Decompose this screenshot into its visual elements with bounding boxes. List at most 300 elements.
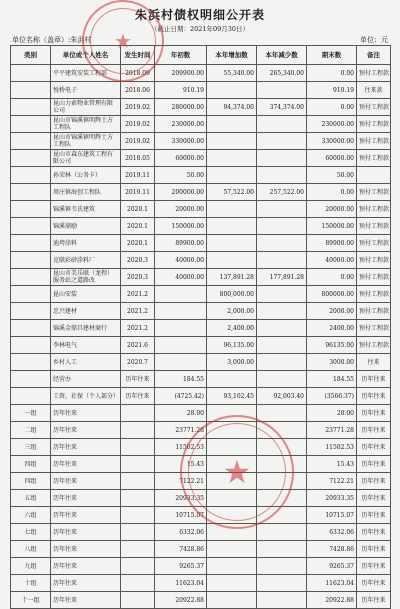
cell-date <box>121 456 155 473</box>
cell-name: 工资、社保（个人部分） <box>51 388 121 405</box>
cell-decrease <box>257 507 307 524</box>
cell-note: 预付工程款 <box>357 133 391 150</box>
table-row <box>11 558 391 575</box>
cell-end: 11502.53 <box>307 439 357 456</box>
cell-category: 十组 <box>11 575 51 592</box>
cell-increase <box>207 252 257 269</box>
cell-name: 历年往来 <box>51 524 121 541</box>
cell-name: 历年往来 <box>51 507 121 524</box>
cell-end: 184.55 <box>307 371 357 388</box>
cell-note: 预付工程款 <box>357 286 391 303</box>
cell-name: 乡村人工 <box>51 354 121 371</box>
cell-note: 预付工程款 <box>357 320 391 337</box>
cell-category <box>11 65 51 82</box>
cell-name: 昆山安装 <box>51 286 121 303</box>
cell-note: 历年往来 <box>357 422 391 439</box>
cell-begin: 89900.00 <box>155 235 207 252</box>
cell-note: 历年往来 <box>357 405 391 422</box>
cell-name: 迪垮涂料 <box>51 235 121 252</box>
cell-end: 89900.00 <box>307 235 357 252</box>
cell-category <box>11 167 51 184</box>
cell-decrease <box>257 405 307 422</box>
table-row <box>11 218 391 235</box>
cell-name: 历年往来 <box>51 575 121 592</box>
cell-note <box>357 167 391 184</box>
cell-note: 预付工程款 <box>357 269 391 286</box>
table-row <box>11 65 391 82</box>
cell-category <box>11 235 51 252</box>
cell-end: 40000.00 <box>307 252 357 269</box>
cell-begin: 150000.00 <box>155 218 207 235</box>
cell-date <box>121 592 155 609</box>
cell-end: 3000.00 <box>307 354 357 371</box>
table-row <box>11 235 391 252</box>
cell-begin: 7428.86 <box>155 541 207 558</box>
cell-begin: 40000.00 <box>155 269 207 286</box>
cell-date: 2019.02 <box>121 116 155 133</box>
cell-name: 悦桥电子 <box>51 82 121 99</box>
cell-end: 20933.35 <box>307 490 357 507</box>
cell-increase <box>207 439 257 456</box>
cell-decrease <box>257 133 307 150</box>
cell-decrease: 177,891.28 <box>257 269 307 286</box>
cell-increase: 2,000.00 <box>207 303 257 320</box>
cell-increase <box>207 201 257 218</box>
cell-increase <box>207 371 257 388</box>
cell-increase: 94,374.00 <box>207 99 257 116</box>
cell-end: 2400.00 <box>307 320 357 337</box>
cell-decrease <box>257 575 307 592</box>
cell-increase <box>207 116 257 133</box>
cell-category <box>11 82 51 99</box>
cell-end: 96135.00 <box>307 337 357 354</box>
cell-name: 平平建筑安装工程部 <box>51 65 121 82</box>
currency-unit: 单位：元 <box>360 36 388 44</box>
table-row <box>11 439 391 456</box>
cell-note: 预付工程款 <box>357 235 391 252</box>
cell-end: 800000.00 <box>307 286 357 303</box>
cell-name: 昆山市森东建筑工程有限公司 <box>51 150 121 167</box>
cell-end: 23771.28 <box>307 422 357 439</box>
cell-name: 历年往来 <box>51 439 121 456</box>
cell-increase: 137,891.28 <box>207 269 257 286</box>
cell-decrease: 257,522.00 <box>257 184 307 201</box>
cell-increase <box>207 507 257 524</box>
cell-date: 2020.1 <box>121 235 155 252</box>
cell-begin: 11502.53 <box>155 439 207 456</box>
cell-begin: 10715.07 <box>155 507 207 524</box>
cell-category <box>11 99 51 116</box>
cell-increase <box>207 575 257 592</box>
cell-increase <box>207 133 257 150</box>
cell-begin: 184.55 <box>155 371 207 388</box>
cell-category <box>11 354 51 371</box>
cell-note: 历年往来 <box>357 592 391 609</box>
cell-increase: 96,135.00 <box>207 337 257 354</box>
cell-date: 2021.2 <box>121 286 155 303</box>
table-row <box>11 507 391 524</box>
cell-note: 预付工程款 <box>357 337 391 354</box>
cell-name: 锦溪鼎励 <box>51 218 121 235</box>
cell-decrease <box>257 201 307 218</box>
cell-category <box>11 337 51 354</box>
col-header-note: 备注 <box>357 46 391 65</box>
cell-end: 6332.06 <box>307 524 357 541</box>
cell-name: 历年往来 <box>51 405 121 422</box>
cell-category <box>11 286 51 303</box>
cell-note: 历年往来 <box>357 558 391 575</box>
table-row <box>11 456 391 473</box>
cell-end: 60000.00 <box>307 150 357 167</box>
cell-begin: 6332.06 <box>155 524 207 541</box>
document-subtitle: （截止日期：2021年09月30日） <box>150 25 250 33</box>
cell-begin: 910.19 <box>155 82 207 99</box>
cell-end: 230000.00 <box>307 116 357 133</box>
table-row <box>11 541 391 558</box>
cell-end: 0.00 <box>307 65 357 82</box>
cell-begin: 209900.00 <box>155 65 207 82</box>
table-row <box>11 99 391 116</box>
cell-date <box>121 507 155 524</box>
cell-date: 2020.3 <box>121 269 155 286</box>
cell-name: 锦溪镇韦氏建筑 <box>51 201 121 218</box>
cell-increase <box>207 218 257 235</box>
cell-name: 孙荣林（公务卡） <box>51 167 121 184</box>
table-row <box>11 473 391 490</box>
cell-note: 预付工程款 <box>357 201 391 218</box>
table-row <box>11 286 391 303</box>
cell-date: 2020.1 <box>121 218 155 235</box>
cell-decrease <box>257 371 307 388</box>
col-header-name: 单位或个人姓名 <box>51 46 121 65</box>
cell-end: 20922.88 <box>307 592 357 609</box>
cell-name: 李林电气 <box>51 337 121 354</box>
cell-category: 五组 <box>11 490 51 507</box>
cell-end: 50.00 <box>307 167 357 184</box>
cell-category: 四组 <box>11 473 51 490</box>
cell-category: 三组 <box>11 439 51 456</box>
cell-begin: 23771.28 <box>155 422 207 439</box>
cell-decrease: 92,003.40 <box>257 388 307 405</box>
cell-name: 昆山市美乐联（龙程）服务站之道路改 <box>51 269 121 286</box>
cell-note: 历年往来 <box>357 371 391 388</box>
cell-date: 历年往来 <box>121 388 155 405</box>
cell-end: 910.19 <box>307 82 357 99</box>
seal-star-icon: ★ <box>114 29 132 53</box>
cell-note: 历年往来 <box>357 575 391 592</box>
cell-name: 锦溪金鼎昌建材商行 <box>51 320 121 337</box>
cell-end: 0.00 <box>307 184 357 201</box>
cell-increase: 57,522.00 <box>207 184 257 201</box>
table-row <box>11 82 391 99</box>
cell-end: 0.00 <box>307 269 357 286</box>
cell-decrease <box>257 592 307 609</box>
cell-begin <box>155 286 207 303</box>
cell-note: 历年往来 <box>357 388 391 405</box>
cell-decrease <box>257 150 307 167</box>
table-row <box>11 303 391 320</box>
table-row <box>11 524 391 541</box>
cell-name: 经营办 <box>51 371 121 388</box>
cell-date <box>121 473 155 490</box>
cell-name: 历年往来 <box>51 490 121 507</box>
cell-increase: 3,000.00 <box>207 354 257 371</box>
cell-note: 历年往来 <box>357 473 391 490</box>
document-meta <box>12 35 388 45</box>
table-row <box>11 575 391 592</box>
cell-category <box>11 133 51 150</box>
cell-begin: 330000.00 <box>155 133 207 150</box>
cell-note: 往来款 <box>357 82 391 99</box>
cell-decrease <box>257 167 307 184</box>
cell-note: 历年往来 <box>357 490 391 507</box>
cell-note: 历年往来 <box>357 524 391 541</box>
table-row <box>11 252 391 269</box>
cell-date: 2019.02 <box>121 99 155 116</box>
cell-end: 2000.00 <box>307 303 357 320</box>
col-header-date: 发生时间 <box>121 46 155 65</box>
cell-note: 预付工程款 <box>357 99 391 116</box>
cell-increase: 2,400.00 <box>207 320 257 337</box>
cell-date: 2020.3 <box>121 252 155 269</box>
cell-category <box>11 269 51 286</box>
cell-begin: 50.00 <box>155 167 207 184</box>
cell-category <box>11 116 51 133</box>
cell-date: 2021.2 <box>121 320 155 337</box>
cell-date: 2019.11 <box>121 184 155 201</box>
cell-note: 历年往来 <box>357 439 391 456</box>
cell-begin: 7122.21 <box>155 473 207 490</box>
cell-category <box>11 303 51 320</box>
col-header-begin: 年初数 <box>155 46 207 65</box>
cell-date: 历年往来 <box>121 371 155 388</box>
cell-date <box>121 422 155 439</box>
table-row <box>11 592 391 609</box>
cell-name: 昆山市锦溪镇明辉土方工程队 <box>51 133 121 150</box>
cell-end: 15.43 <box>307 456 357 473</box>
cell-decrease <box>257 490 307 507</box>
cell-increase: 800,000.00 <box>207 286 257 303</box>
cell-name: 历年往来 <box>51 422 121 439</box>
cell-begin: 28.00 <box>155 405 207 422</box>
cell-end: 150000.00 <box>307 218 357 235</box>
cell-increase <box>207 405 257 422</box>
cell-increase <box>207 592 257 609</box>
document-title: 朱浜村债权明细公开表 <box>134 8 265 22</box>
cell-category <box>11 150 51 167</box>
cell-note: 历年往来 <box>357 541 391 558</box>
cell-category: 八组 <box>11 541 51 558</box>
cell-decrease <box>257 524 307 541</box>
cell-end: 20000.00 <box>307 201 357 218</box>
cell-end: 9265.37 <box>307 558 357 575</box>
cell-note: 预付工程款 <box>357 218 391 235</box>
cell-category <box>11 218 51 235</box>
cell-date: 2019.02 <box>121 133 155 150</box>
unit-name: 单位名称（盖章）:朱浜村 <box>12 36 92 44</box>
cell-note: 预付工程款 <box>357 303 391 320</box>
cell-begin <box>155 320 207 337</box>
cell-begin: 11623.04 <box>155 575 207 592</box>
cell-name: 昆山市锦溪镇明辉土方工程队 <box>51 116 121 133</box>
cell-date: 2021.2 <box>121 303 155 320</box>
cell-category: 一组 <box>11 405 51 422</box>
cell-increase: 93,102.45 <box>207 388 257 405</box>
cell-begin: 20922.88 <box>155 592 207 609</box>
cell-increase <box>207 541 257 558</box>
table-row <box>11 150 391 167</box>
cell-end: 7428.86 <box>307 541 357 558</box>
cell-decrease: 374,374.00 <box>257 99 307 116</box>
cell-decrease: 265,340.00 <box>257 65 307 82</box>
col-header-end: 期末数 <box>307 46 357 65</box>
cell-date: 2018.05 <box>121 150 155 167</box>
cell-begin: (4725.42) <box>155 388 207 405</box>
cell-end: 10715.07 <box>307 507 357 524</box>
col-header-decrease: 本年减少数 <box>257 46 307 65</box>
cell-decrease <box>257 354 307 371</box>
table-row <box>11 371 391 388</box>
cell-name: 历年往来 <box>51 558 121 575</box>
cell-end: 7122.21 <box>307 473 357 490</box>
cell-category: 四组 <box>11 456 51 473</box>
col-header-increase: 本年增加数 <box>207 46 257 65</box>
cell-name: 忠兴建材 <box>51 303 121 320</box>
table-row <box>11 167 391 184</box>
cell-increase <box>207 235 257 252</box>
cell-category <box>11 371 51 388</box>
cell-end: 330000.00 <box>307 133 357 150</box>
table-row <box>11 201 391 218</box>
cell-category <box>11 320 51 337</box>
cell-category: 六组 <box>11 507 51 524</box>
cell-increase <box>207 82 257 99</box>
cell-end: 11623.04 <box>307 575 357 592</box>
table-row <box>11 269 391 286</box>
cell-begin: 15.43 <box>155 456 207 473</box>
cell-end: 0.00 <box>307 99 357 116</box>
cell-category: 二组 <box>11 422 51 439</box>
cell-begin <box>155 337 207 354</box>
cell-note: 预付工程款 <box>357 184 391 201</box>
cell-end: (3566.37) <box>307 388 357 405</box>
cell-date: 2021.6 <box>121 337 155 354</box>
cell-category: 七组 <box>11 524 51 541</box>
table-row <box>11 133 391 150</box>
cell-decrease <box>257 303 307 320</box>
cell-category <box>11 252 51 269</box>
cell-increase <box>207 524 257 541</box>
cell-note: 历年往来 <box>357 456 391 473</box>
cell-increase <box>207 473 257 490</box>
cell-note: 往来 <box>357 354 391 371</box>
table-row <box>11 184 391 201</box>
cell-decrease <box>257 218 307 235</box>
cell-decrease <box>257 473 307 490</box>
cell-date: 2020.7 <box>121 354 155 371</box>
cell-date <box>121 558 155 575</box>
cell-date <box>121 575 155 592</box>
cell-decrease <box>257 558 307 575</box>
cell-name: 历年往来 <box>51 456 121 473</box>
cell-name: 克联彩砂涂料厂 <box>51 252 121 269</box>
table-header-row <box>11 46 391 65</box>
cell-decrease <box>257 422 307 439</box>
cell-decrease <box>257 541 307 558</box>
cell-note: 预付工程款 <box>357 116 391 133</box>
cell-category <box>11 388 51 405</box>
cell-increase <box>207 422 257 439</box>
cell-category: 九组 <box>11 558 51 575</box>
debt-detail-table <box>10 45 391 609</box>
cell-category <box>11 184 51 201</box>
seal-star-icon: ★ <box>222 453 252 491</box>
cell-note: 历年往来 <box>357 507 391 524</box>
cell-name: 昆山力索物业管理有限公司 <box>51 99 121 116</box>
cell-decrease <box>257 252 307 269</box>
cell-increase <box>207 490 257 507</box>
cell-date: 2018.06 <box>121 82 155 99</box>
cell-begin: 230000.00 <box>155 116 207 133</box>
cell-date <box>121 524 155 541</box>
cell-increase <box>207 167 257 184</box>
cell-decrease <box>257 456 307 473</box>
cell-decrease <box>257 82 307 99</box>
table-row <box>11 116 391 133</box>
cell-note: 预付工程款 <box>357 150 391 167</box>
table-row <box>11 422 391 439</box>
table-row <box>11 337 391 354</box>
cell-name: 周庄镇海创工程队 <box>51 184 121 201</box>
cell-note: 预付工程款 <box>357 65 391 82</box>
cell-decrease <box>257 235 307 252</box>
table-row <box>11 320 391 337</box>
cell-name: 历年往来 <box>51 541 121 558</box>
cell-begin: 20000.00 <box>155 201 207 218</box>
cell-name: 历年往来 <box>51 592 121 609</box>
table-row <box>11 405 391 422</box>
table-row <box>11 354 391 371</box>
cell-decrease <box>257 116 307 133</box>
cell-date <box>121 541 155 558</box>
cell-end: 28.00 <box>307 405 357 422</box>
cell-increase <box>207 150 257 167</box>
cell-decrease <box>257 320 307 337</box>
cell-increase <box>207 558 257 575</box>
cell-category: 十一组 <box>11 592 51 609</box>
cell-note: 预付工程款 <box>357 252 391 269</box>
cell-date: 2018.09 <box>121 65 155 82</box>
cell-date <box>121 490 155 507</box>
cell-begin: 20933.35 <box>155 490 207 507</box>
cell-begin: 40000.00 <box>155 252 207 269</box>
col-header-category: 类别 <box>11 46 51 65</box>
cell-decrease <box>257 439 307 456</box>
cell-begin: 200000.00 <box>155 184 207 201</box>
cell-begin: 60000.00 <box>155 150 207 167</box>
cell-decrease <box>257 286 307 303</box>
cell-date: 2019.11 <box>121 167 155 184</box>
cell-increase <box>207 456 257 473</box>
cell-date <box>121 405 155 422</box>
cell-date: 2020.1 <box>121 201 155 218</box>
cell-begin <box>155 354 207 371</box>
cell-increase: 55,340.00 <box>207 65 257 82</box>
cell-begin <box>155 303 207 320</box>
cell-name: 历年往来 <box>51 473 121 490</box>
cell-date <box>121 439 155 456</box>
cell-begin: 9265.37 <box>155 558 207 575</box>
